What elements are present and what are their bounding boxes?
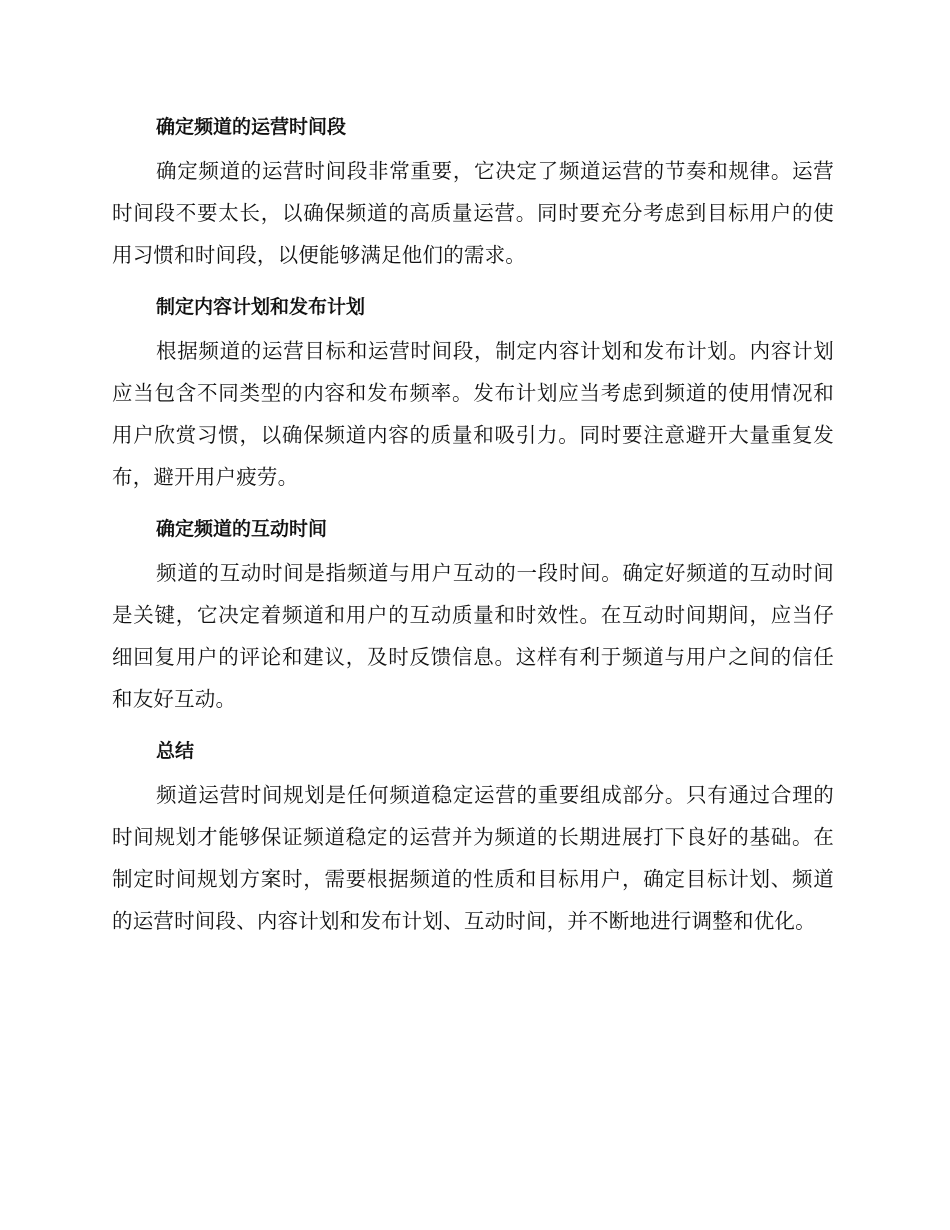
section-paragraph: 频道的互动时间是指频道与用户互动的一段时间。确定好频道的互动时间是关键，它决定着频道和用户的互动质量和时效性。在互动时间期间，应当仔细回复用户的评论和建议，及时反馈信息。这样有利于频道与用户之间的信任和友好互动。 xyxy=(112,561,834,711)
section-content-plan xyxy=(112,288,834,498)
section-paragraph: 根据频道的运营目标和运营时间段，制定内容计划和发布计划。内容计划应当包含不同类型的内容和发布频率。发布计划应当考虑到频道的使用情况和用户欣赏习惯，以确保频道内容的质量和吸引力。同时要注意避开大量重复发布，避开用户疲劳。 xyxy=(112,339,834,489)
section-paragraph: 确定频道的运营时间段非常重要，它决定了频道运营的节奏和规律。运营时间段不要太长，以确保频道的高质量运营。同时要充分考虑到目标用户的使用习惯和时间段，以便能够满足他们的需求。 xyxy=(112,159,834,267)
section-operating-hours xyxy=(112,108,834,276)
section-heading: 制定内容计划和发布计划 xyxy=(156,296,366,318)
section-summary xyxy=(112,732,834,942)
section-paragraph: 频道运营时间规划是任何频道稳定运营的重要组成部分。只有通过合理的时间规划才能够保证频道稳定的运营并为频道的长期进展打下良好的基础。在制定时间规划方案时，需要根据频道的性质和目标用户，确定目标计划、频道的运营时间段、内容计划和发布计划、互动时间，并不断地进行调整和优化。 xyxy=(112,783,834,933)
section-interaction-time xyxy=(112,510,834,720)
section-heading: 总结 xyxy=(156,740,195,762)
section-heading: 确定频道的运营时间段 xyxy=(156,116,347,138)
section-heading: 确定频道的互动时间 xyxy=(156,518,328,540)
document-page xyxy=(112,108,834,954)
